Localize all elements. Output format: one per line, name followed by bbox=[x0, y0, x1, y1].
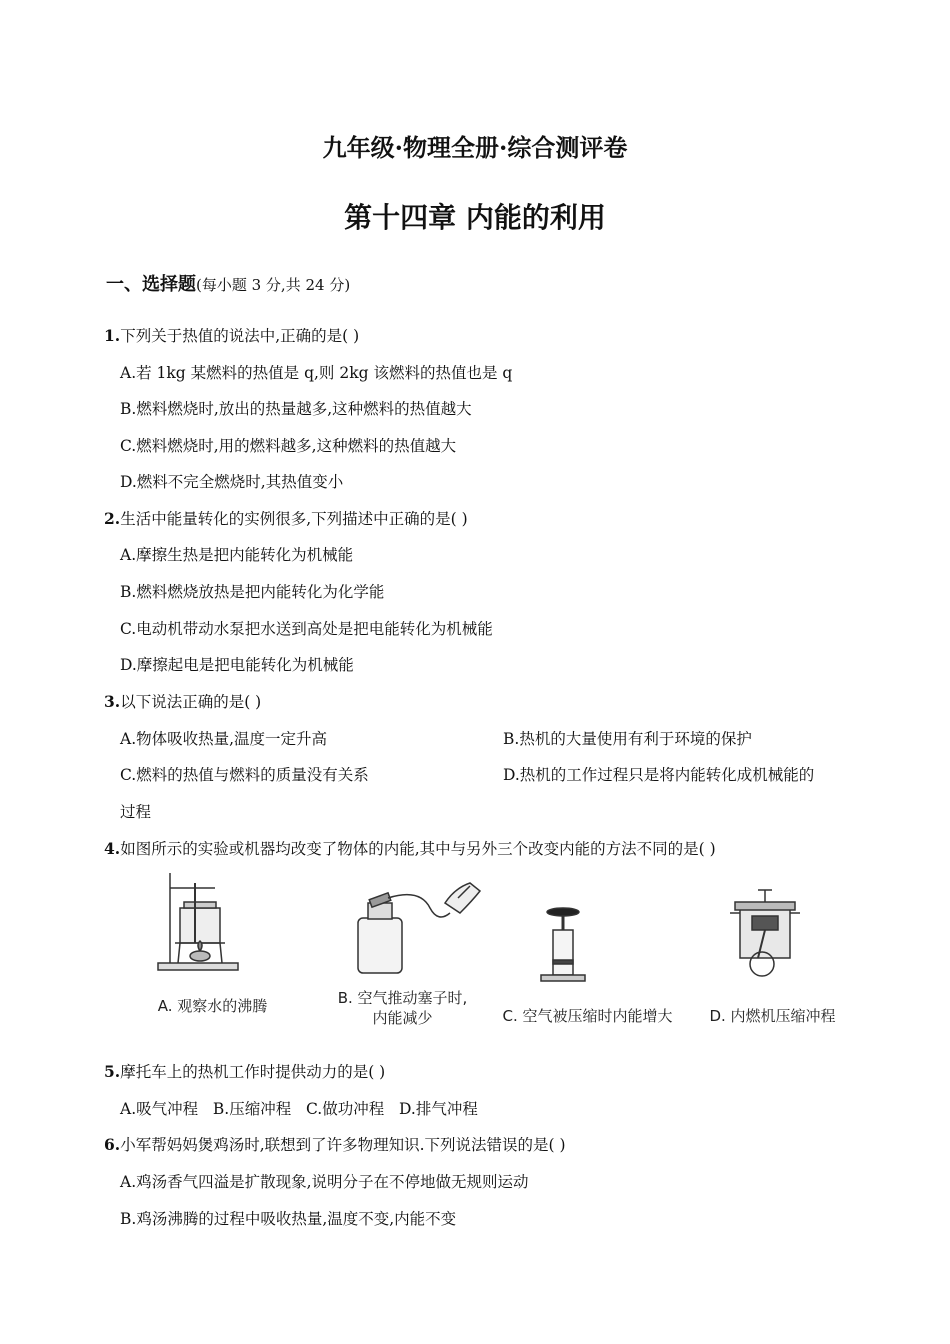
figure-c bbox=[495, 868, 680, 1038]
q2-option-b: B.燃料燃烧放热是把内能转化为化学能 bbox=[120, 583, 385, 601]
question-number: 5. bbox=[104, 1062, 121, 1081]
q3-option-b: B.热机的大量使用有利于环境的保护 bbox=[503, 730, 752, 748]
q3-option-d: D.热机的工作过程只是将内能转化成机械能的 bbox=[503, 766, 815, 784]
question-number: 6. bbox=[104, 1135, 121, 1154]
q5-options: A.吸气冲程 B.压缩冲程 C.做功冲程 D.排气冲程 bbox=[120, 1100, 478, 1118]
figure-d-caption: D. 内燃机压缩冲程 bbox=[709, 1007, 836, 1025]
figure-c-caption: C. 空气被压缩时内能增大 bbox=[502, 1007, 673, 1025]
section-note: (每小题 3 分,共 24 分) bbox=[196, 276, 351, 294]
exam-title: 九年级·物理全册·综合测评卷 bbox=[322, 133, 628, 162]
q1-option-b: B.燃料燃烧时,放出的热量越多,这种燃料的热值越大 bbox=[120, 400, 472, 418]
question-stem: 下列关于热值的说法中,正确的是( ) bbox=[120, 327, 360, 345]
question-4 bbox=[104, 837, 716, 859]
chapter-title: 第十四章 内能的利用 bbox=[344, 201, 606, 234]
figure-a-caption: A. 观察水的沸腾 bbox=[157, 997, 268, 1015]
q3-option-c: C.燃料的热值与燃料的质量没有关系 bbox=[120, 766, 369, 784]
q2-option-d: D.摩擦起电是把电能转化为机械能 bbox=[120, 656, 354, 674]
q2-option-a: A.摩擦生热是把内能转化为机械能 bbox=[120, 546, 354, 564]
engine-cylinder-icon bbox=[680, 868, 865, 983]
question-2 bbox=[104, 507, 468, 529]
question-stem: 摩托车上的热机工作时提供动力的是( ) bbox=[120, 1063, 386, 1081]
question-stem: 生活中能量转化的实例很多,下列描述中正确的是( ) bbox=[120, 510, 468, 528]
q1-option-a: A.若 1kg 某燃料的热值是 q,则 2kg 该燃料的热值也是 q bbox=[120, 364, 513, 382]
figure-d bbox=[680, 868, 865, 1038]
question-number: 4. bbox=[104, 839, 121, 858]
q3-option-d-continued: 过程 bbox=[120, 803, 152, 821]
question-stem: 如图所示的实验或机器均改变了物体的内能,其中与另外三个改变内能的方法不同的是( ) bbox=[120, 840, 716, 858]
section-heading bbox=[106, 270, 350, 296]
q6-option-a: A.鸡汤香气四溢是扩散现象,说明分子在不停地做无规则运动 bbox=[120, 1173, 529, 1191]
q3-option-a: A.物体吸收热量,温度一定升高 bbox=[120, 730, 328, 748]
figure-b bbox=[310, 868, 495, 1038]
figure-b-caption: B. 空气推动塞子时, 内能减少 bbox=[337, 989, 468, 1027]
question-number: 2. bbox=[104, 509, 121, 528]
bottle-stopper-icon bbox=[310, 868, 495, 983]
q1-option-c: C.燃料燃烧时,用的燃料越多,这种燃料的热值越大 bbox=[120, 437, 457, 455]
q1-option-d: D.燃料不完全燃烧时,其热值变小 bbox=[120, 473, 344, 491]
question-number: 1. bbox=[104, 326, 121, 345]
question-1 bbox=[104, 324, 359, 346]
boiling-water-apparatus-icon bbox=[120, 868, 305, 983]
question-number: 3. bbox=[104, 692, 121, 711]
compression-syringe-icon bbox=[495, 868, 680, 983]
section-title: 一、选择题 bbox=[106, 274, 196, 295]
question-stem: 以下说法正确的是( ) bbox=[120, 693, 262, 711]
question-5 bbox=[104, 1060, 385, 1082]
q4-figures bbox=[120, 868, 860, 1038]
q6-option-b: B.鸡汤沸腾的过程中吸收热量,温度不变,内能不变 bbox=[120, 1210, 457, 1228]
question-6 bbox=[104, 1133, 566, 1155]
question-3 bbox=[104, 690, 261, 712]
figure-a bbox=[120, 868, 305, 1038]
question-stem: 小军帮妈妈煲鸡汤时,联想到了许多物理知识.下列说法错误的是( ) bbox=[120, 1136, 566, 1154]
q2-option-c: C.电动机带动水泵把水送到高处是把电能转化为机械能 bbox=[120, 620, 493, 638]
